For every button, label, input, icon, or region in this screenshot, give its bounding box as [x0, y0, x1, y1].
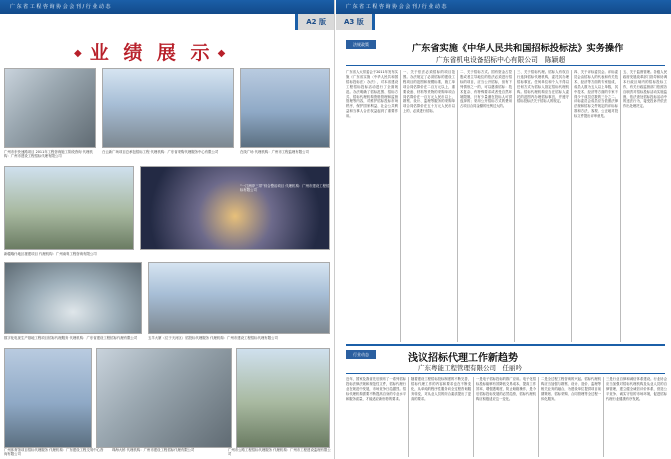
article-column: 三是行业自律和诚信体系建设。行业协会应当加强对招标代理机构及从业人员的自律管理，建立健全诚信评价体系，营造公平竞争、诚实守信的市场环境，促进招标代理行业健康有序发展。: [606, 377, 667, 401]
section-divider: [346, 344, 665, 346]
article-column: 二是全过程工程咨询的兴起。招标代理机构应当加强与勘察、设计、造价、监理等相关业务的融合，为建设单位提供项目前期策划、招标采购、合同管理等全过程一体化服务。: [541, 377, 601, 401]
right-page: [336, 0, 671, 459]
article-column: 四、关于评标委员会。评标委员会由招标人的代表和有关技术、经济等方面的专家组成，成员人数为五人以上单数，其中技术、经济等方面的专家不得少于成员总数的三分之二。评标委员会成员应当依照法律法规和招标文件规定的评标标准和方法，客观、公正地对投标文件提出评审意见。: [574, 70, 618, 119]
column-divider: [538, 377, 539, 457]
photo-plaza: [102, 68, 234, 148]
column-divider: [400, 70, 401, 342]
article-column: 广东省人大常委会于2011年发布实施《广东省实施〈中华人民共和国招标投标法〉办法》，对本省建设工程招标投标活动进行了全面规范。办法明确了招标范围、招标方式、招标代理机构资格管理和监督管理等内容，对维护招标投标市场秩序，保护国家利益、社会公共利益和当事人合法权益起到了重要作用。: [346, 70, 398, 119]
article-subtitle: 广东粤能工程管理有限公司 任丽吟: [418, 364, 522, 372]
photo-bridge: [96, 348, 232, 448]
left-page: [0, 0, 335, 459]
right-edition-tag: A3 版: [336, 14, 375, 30]
photo-tower: [240, 68, 330, 148]
divider: [346, 373, 665, 374]
article-column: 一是电子招标投标的推广应用。电子化招标投标能够有效降低交易成本，提高工作效率，增强透明度，防止暗箱操作，是今后招标投标发展的必然趋势，招标代理机构应积极适应这一变化。: [476, 377, 536, 401]
article-column: 随着建设工程招标投标制度的不断完善，招标代理工作的内容和要求也在不断变化，从单纯的程序性服务向全过程咨询服务转变，对从业人员的综合素质提出了更高的要求。: [411, 377, 471, 401]
column-divider: [514, 70, 515, 342]
left-edition-tag: A2 版: [295, 14, 334, 30]
photo-caption: 珠海大桥 代理机构：广州市建设工程招标代理有限公司: [112, 448, 195, 452]
column-divider: [603, 377, 604, 457]
column-divider: [408, 377, 409, 457]
photo-caption: 广州体育馆项目招标代理服务 代理机构：广东建设工程交易中心咨询有限公司: [4, 448, 104, 457]
article-column: 一、关于依法必须招标的项目范围。办法规定了必须招标的建设工程项目的范围和规模标准，施工单项合同估算价在二百万元以上，重要设备、材料等货物的采购单项合同估算价在一百万元人民币以上，勘察、设计、监理等服务的采购单项合同估算价在五十万元人民币以上的，必须进行招标。: [403, 70, 455, 114]
photo-caption: 广州市东快速路项目 2011年工程咨询施工阶段咨询 代理机构：广州市建设工程招标代理有限公司: [4, 150, 93, 159]
article-title: 浅议招标代理工作新趋势: [408, 353, 518, 364]
article-subtitle: 广东省机电设备招标中心有限公司 陈颖超: [436, 56, 566, 64]
photo-gymnasium: [4, 348, 92, 448]
column-divider: [473, 377, 474, 457]
photo-caption: 新疆喀什地区援建项目 代理机构：广州南粤工程咨询有限公司: [4, 252, 97, 256]
photo-expressway: [4, 68, 96, 148]
photo-caption: 数字化电视生产基地工程项目招标代理服务 代理机构：广东省建设工程招标代理有限公司: [4, 336, 138, 340]
photo-wuyang-tower: [148, 262, 330, 334]
photo-caption: 白云新广场项目总承包招标工程 代理机构：广东省采购代理服务中心有限公司: [102, 150, 219, 154]
column-divider: [457, 70, 458, 342]
article-column: 近年，国家及我省先后颁布了一系列招标投标法律法规和规范性文件，招标代理行业在规范中发展，市场竞争日趋激烈。招标代理机构需要不断提高自身的专业水平和服务质量，才能适应新形势的要求。: [346, 377, 406, 401]
column-divider: [571, 70, 572, 342]
section-label: 法规政策: [346, 40, 376, 49]
article-title: 广东省实施《中华人民共和国招标投标法》实务操作: [412, 43, 624, 54]
photo-caption: 在线广场 代理机构：广州市工程监理有限公司: [240, 150, 309, 154]
diamond-icon: ◆: [74, 48, 86, 59]
diamond-icon: ◆: [217, 48, 230, 59]
right-header-bar: 广 东 省 工 程 咨 询 协 会 会 刊 / 行 业 动 态: [336, 0, 671, 14]
photo-riverside-night: [140, 166, 330, 250]
article-column: 三、关于招标代理。招标人有权自行选择招标代理机构，委托其办理招标事宜。任何单位和个人不得以任何方式为招标人指定招标代理机构。招标代理机构应当在招标人委托的范围内办理招标事宜，并遵守招标投标法关于招标人的规定。: [517, 70, 569, 104]
banner-text: 业 绩 展 示: [89, 42, 214, 64]
photo-caption: 五羊大厦（位于天河区）招投标代理服务 代理机构：广州市建设工程招标代理有限公司: [148, 336, 278, 340]
photo-digital-base: [4, 262, 142, 334]
left-header-bar: 广 东 省 工 程 咨 询 协 会 会 刊 / 行 业 动 态: [0, 0, 334, 14]
photo-aerial-city: [4, 166, 134, 250]
photo-caption: “一江两岸三带”综合整治项目 代理机构：广州市建设工程招标有限公司: [240, 184, 330, 193]
section-label: 行业动态: [346, 350, 376, 359]
divider: [346, 65, 665, 66]
column-divider: [620, 70, 621, 342]
photo-highway: [236, 348, 330, 448]
article-column: 二、关于招标方式。国有资金占控股或者主导地位的依法必须进行招标的项目，应当公开招标，但有下列情形之一的，可以邀请招标：技术复杂、有特殊要求或者受自然环境限制，只有少量潜在投标人可供选择的；采用公开招标方式的费用占项目合同金额的比例过大的。: [460, 70, 512, 109]
article-column: 五、关于监督管理。各级人民政府发展改革部门指导和协调本行政区域内的招标投标工作，有关行政监督部门依照各自职责对招标投标活动实施监督，依法查处招标投标活动中的违法行为，接受投诉并依法作出处理决定。: [623, 70, 667, 109]
left-banner-title: [70, 38, 233, 65]
photo-caption: 广州市公路工程招标代理服务 代理机构：广州市工程建设监理有限公司: [228, 448, 331, 457]
